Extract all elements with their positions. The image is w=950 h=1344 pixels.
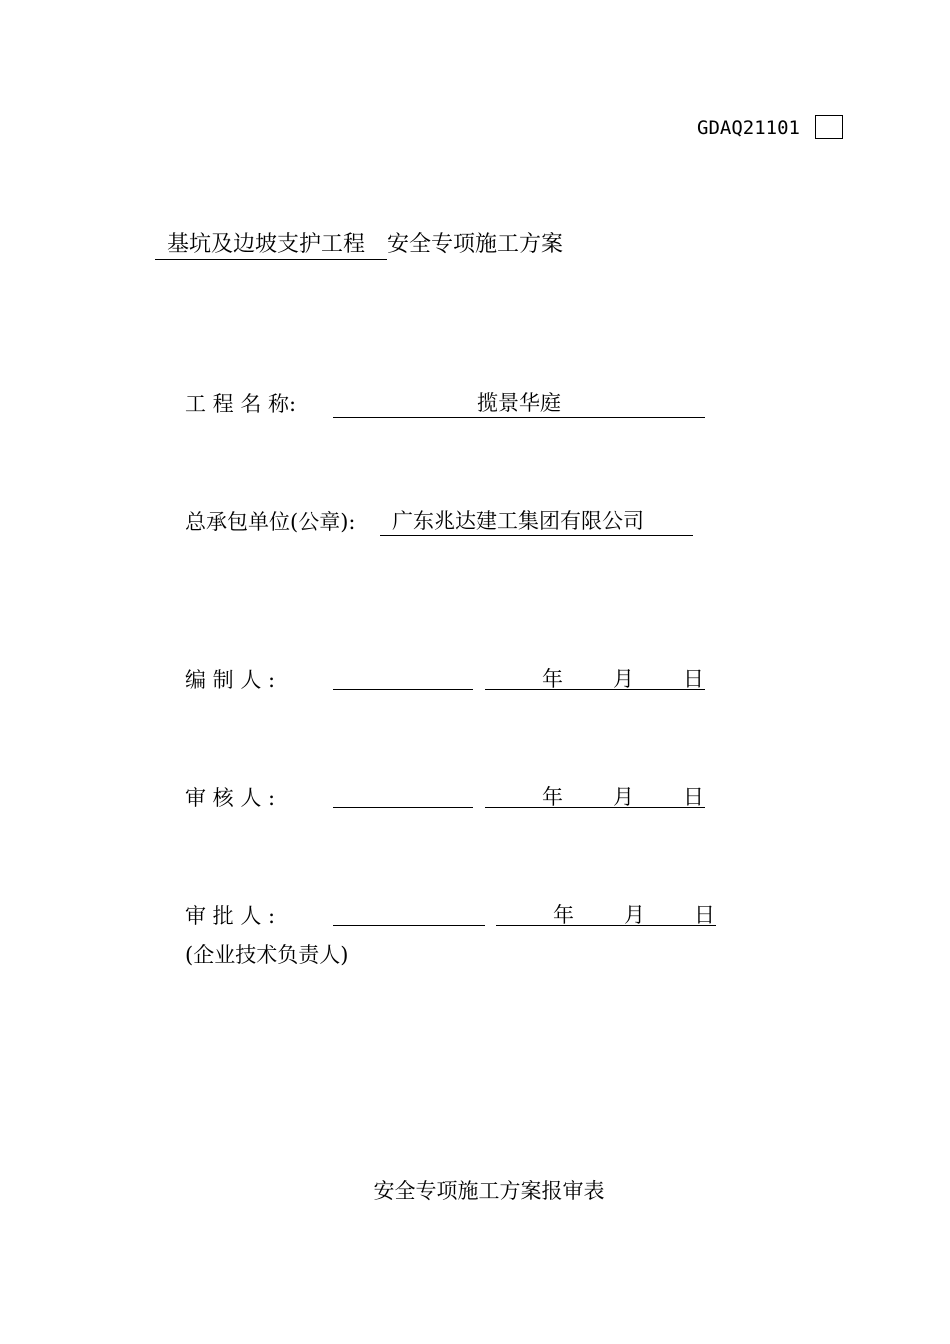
reviewer-date-day: 日: [683, 785, 704, 809]
project-name-field[interactable]: [333, 389, 705, 418]
reviewer-date-year: 年: [542, 785, 563, 809]
contractor-label: 总承包单位(公章):: [185, 510, 356, 534]
title-suffix: 安全专项施工方案: [387, 232, 564, 257]
contractor-value: 广东兆达建工集团有限公司: [392, 509, 644, 533]
title-project-type: 基坑及边坡支护工程: [155, 231, 387, 260]
reviewer-signature-field[interactable]: [333, 783, 473, 808]
approver-date-year: 年: [553, 903, 574, 927]
approver-label: 审 批 人 :: [185, 904, 276, 928]
compiler-label: 编 制 人 :: [185, 668, 276, 692]
compiler-date-year: 年: [542, 667, 563, 691]
reviewer-label: 审 核 人 :: [185, 786, 276, 810]
approver-date-month: 月: [624, 903, 645, 927]
document-title: [155, 231, 563, 260]
compiler-date-month: 月: [613, 667, 634, 691]
compiler-date-field[interactable]: [485, 665, 705, 690]
approver-signature-field[interactable]: [333, 901, 485, 926]
compiler-signature-field[interactable]: [333, 665, 473, 690]
project-name-label: 工 程 名 称:: [185, 392, 297, 416]
approver-date-field[interactable]: [496, 901, 716, 926]
form-code: GDAQ21101: [697, 117, 800, 139]
project-name-value: 揽景华庭: [477, 391, 561, 415]
reviewer-date-field[interactable]: [485, 783, 705, 808]
approver-date-day: 日: [694, 903, 715, 927]
compiler-date-day: 日: [683, 667, 704, 691]
reviewer-date-month: 月: [613, 785, 634, 809]
contractor-field[interactable]: [380, 507, 693, 536]
review-form-title: 安全专项施工方案报审表: [373, 1179, 605, 1203]
approver-note: (企业技术负责人): [185, 943, 349, 967]
form-code-checkbox[interactable]: [815, 115, 843, 139]
